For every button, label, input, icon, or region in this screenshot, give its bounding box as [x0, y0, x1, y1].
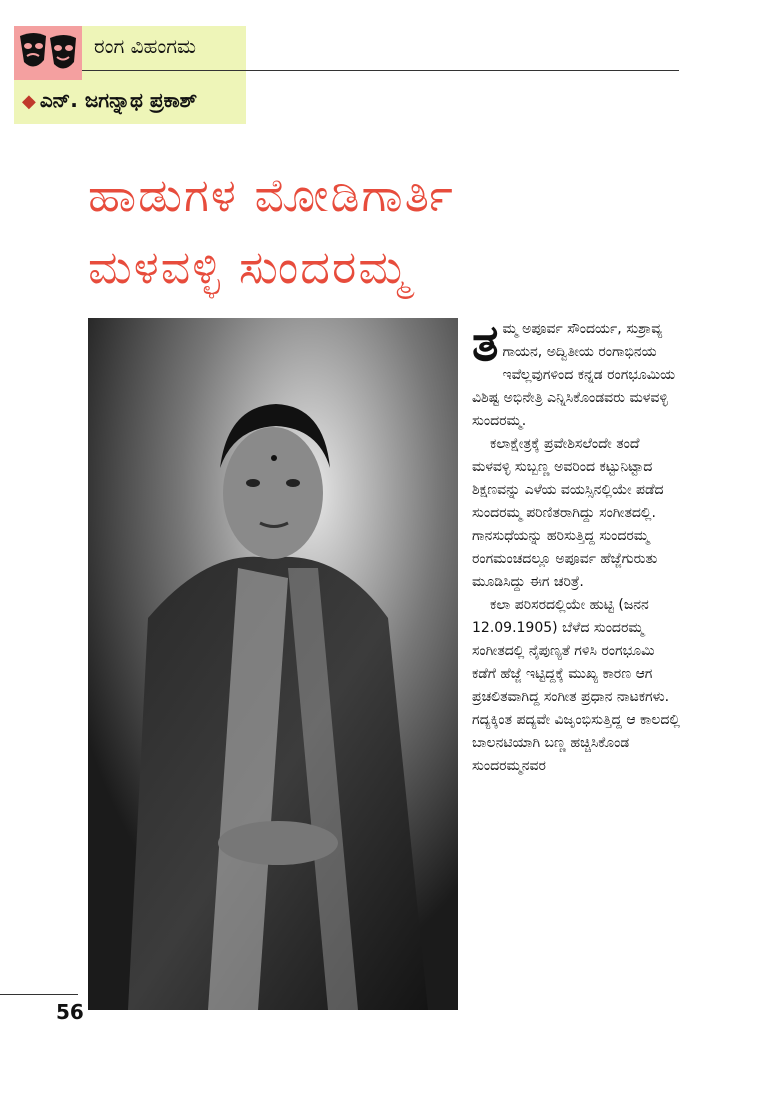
theatre-masks-icon — [14, 26, 82, 80]
drop-cap: ತ — [472, 314, 499, 372]
article-paragraph: ಕಲಾಕ್ಷೇತ್ರಕ್ಕೆ ಪ್ರವೇಶಿಸಲೆಂದೇ ತಂದೆ ಮಳವಳ್ಳಿ ಸುಬ್ಬಣ್ಣ ಅವರಿಂದ ಕಟ್ಟುನಿಟ್ಟಾದ ಶಿಕ್ಷಣವನ್ನು ಎಳೆಯ ವಯಸ್ಸಿನಲ್ಲಿಯೇ ಪಡೆದ ಸುಂದರಮ್ಮ ಪರಿಣಿತರಾಗಿದ್ದು ಸಂಗೀತದಲ್ಲಿ. ಗಾನಸುಧೆಯನ್ನು ಹರಿಸುತ್ತಿದ್ದ ಸುಂದರಮ್ಮ ರಂಗಮಂಚದಲ್ಲೂ ಅಪೂರ್ವ ಹೆಜ್ಜೆಗುರುತು ಮೂಡಿಸಿದ್ದು ಈಗ ಚರಿತ್ರೆ. — [472, 436, 664, 590]
paragraph-text: ಮ್ಮ ಅಪೂರ್ವ ಸೌಂದರ್ಯ, ಸುಶ್ರಾವ್ಯ ಗಾಯನ, ಅದ್ವಿತೀಯ ರಂಗಾಭಿನಯ ಇವೆಲ್ಲವುಗಳಿಂದ ಕನ್ನಡ ರಂಗಭೂಮಿಯ ವಿಶಿಷ್ಟ ಅಭಿನೇತ್ರಿ ಎನ್ನಿಸಿಕೊಂಡವರು ಮಳವಳ್ಳಿ ಸುಂದರಮ್ಮ. — [472, 321, 676, 429]
author-byline — [22, 88, 197, 112]
page-number: 56 — [56, 1000, 84, 1024]
diamond-bullet-icon: ◆ — [22, 91, 36, 112]
article-body — [472, 314, 680, 778]
article-paragraph — [472, 314, 680, 433]
article-title-line-2: ಮಳವಳ್ಳಿ ಸುಂದರಮ್ಮ — [88, 240, 411, 294]
column-name: ರಂಗ ವಿಹಂಗಮ — [94, 34, 197, 58]
header-divider — [82, 70, 679, 71]
article-paragraph: ಕಲಾ ಪರಿಸರದಲ್ಲಿಯೇ ಹುಟ್ಟಿ (ಜನನ 12.09.1905) ಬೆಳೆದ ಸುಂದರಮ್ಮ ಸಂಗೀತದಲ್ಲಿ ನೈಪುಣ್ಯತೆ ಗಳಿಸಿ ರಂಗಭೂಮಿ ಕಡೆಗೆ ಹೆಜ್ಜೆ ಇಟ್ಟಿದ್ದಕ್ಕೆ ಮುಖ್ಯ ಕಾರಣ ಆಗ ಪ್ರಚಲಿತವಾಗಿದ್ದ ಸಂಗೀತ ಪ್ರಧಾನ ನಾಟಕಗಳು. ಗದ್ಯಕ್ಕಿಂತ ಪದ್ಯವೇ ವಿಜೃಂಭಿಸುತ್ತಿದ್ದ ಆ ಕಾಲದಲ್ಲಿ ಬಾಲನಟಿಯಾಗಿ ಬಣ್ಣ ಹಚ್ಚಿಸಿಕೊಂಡ ಸುಂದರಮ್ಮನವರ — [472, 597, 680, 774]
author-name: ಎನ್. ಜಗನ್ನಾಥ ಪ್ರಕಾಶ್ — [39, 88, 198, 112]
footer-divider — [0, 994, 78, 995]
portrait-photo — [88, 318, 458, 1010]
article-title-line-1: ಹಾಡುಗಳ ಮೋಡಿಗಾರ್ತಿ — [88, 168, 455, 222]
